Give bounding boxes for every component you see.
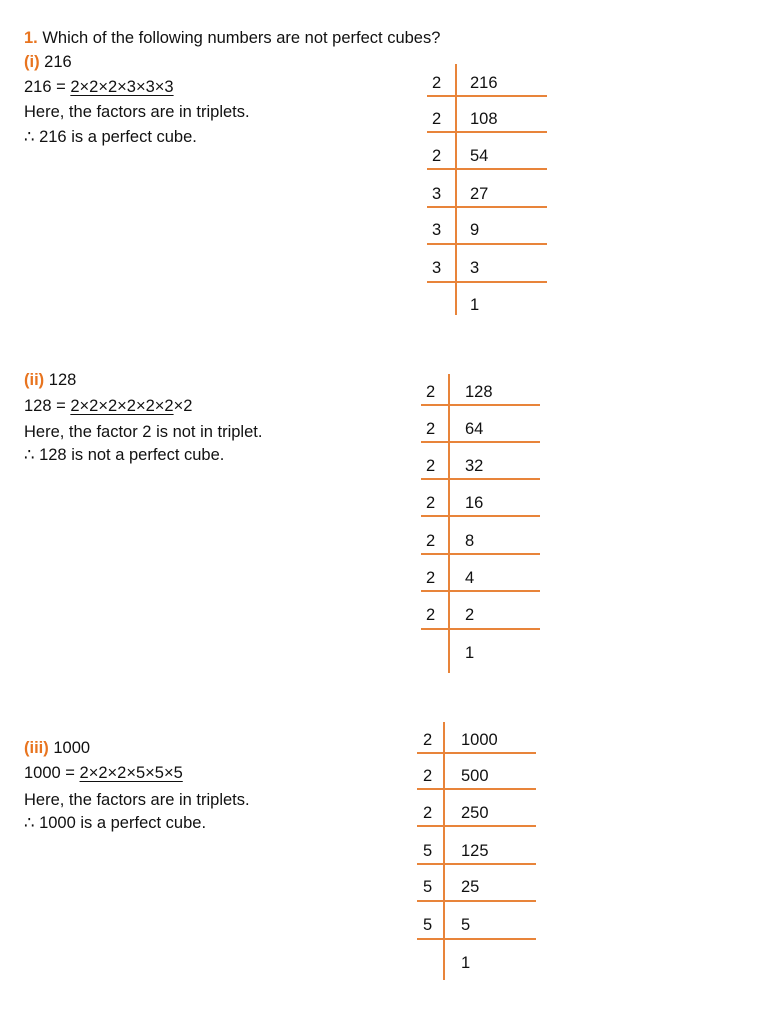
quotient-cell: 9 [470,221,480,239]
divisor-cell: 3 [432,259,442,277]
division-horizontal-rule [417,863,536,865]
part-2-label: (ii) [24,371,45,389]
quotient-cell: 64 [465,420,484,438]
division-horizontal-rule [427,243,547,245]
quotient-cell: 25 [461,878,480,896]
division-horizontal-rule [421,478,540,480]
quotient-cell: 3 [470,259,480,277]
part-2-expansion [24,395,192,417]
divisor-cell: 2 [423,731,433,749]
quotient-cell: 500 [461,767,489,785]
divisor-cell: 2 [423,804,433,822]
quotient-cell: 1000 [461,731,498,749]
part-2-title [24,369,76,391]
divisor-cell: 2 [432,74,442,92]
divisor-cell: 2 [426,606,436,624]
part-2-conclusion: ∴ 128 is not a perfect cube. [24,446,225,464]
division-horizontal-rule [421,628,540,630]
divisor-cell: 2 [426,569,436,587]
divisor-cell: 2 [432,110,442,128]
part-3-expansion-rhs: 2×2×2×5×5×5 [79,764,183,782]
divisor-cell: 2 [426,383,436,401]
division-horizontal-rule [421,404,540,406]
divisor-cell: 2 [432,147,442,165]
quotient-cell: 250 [461,804,489,822]
division-horizontal-rule [417,900,536,902]
part-1-expansion [24,76,174,98]
divisor-cell: 2 [426,420,436,438]
part-1-number: 216 [44,53,72,71]
part-3-expansion-lhs: 1000 = [24,764,80,782]
divisor-cell: 5 [423,842,433,860]
divisor-cell: 2 [426,494,436,512]
divisor-cell: 2 [426,457,436,475]
division-vertical-rule [455,64,457,315]
division-horizontal-rule [421,590,540,592]
division-horizontal-rule [421,515,540,517]
part-2-expansion-rhs-rest: ×2 [173,397,193,415]
quotient-cell: 1 [465,644,475,662]
part-1-note: Here, the factors are in triplets. [24,103,250,121]
division-horizontal-rule [417,938,536,940]
quotient-cell: 1 [470,296,480,314]
divisor-cell: 5 [423,916,433,934]
part-2-note: Here, the factor 2 is not in triplet. [24,423,263,441]
part-3-expansion [24,762,183,784]
divisor-cell: 3 [432,221,442,239]
quotient-cell: 27 [470,185,489,203]
divisor-cell: 2 [426,532,436,550]
division-horizontal-rule [427,168,547,170]
divisor-cell: 3 [432,185,442,203]
quotient-cell: 16 [465,494,484,512]
quotient-cell: 32 [465,457,484,475]
part-3-title [24,737,90,759]
question-heading [24,27,440,49]
part-2-expansion-rhs-underlined: 2×2×2×2×2×2 [70,397,174,415]
quotient-cell: 216 [470,74,498,92]
quotient-cell: 125 [461,842,489,860]
part-1-label: (i) [24,53,40,71]
division-horizontal-rule [421,441,540,443]
quotient-cell: 5 [461,916,471,934]
division-vertical-rule [443,722,445,980]
part-1-expansion-lhs: 216 = [24,78,71,96]
divisor-cell: 5 [423,878,433,896]
question-number: 1. [24,29,38,47]
division-horizontal-rule [421,553,540,555]
division-horizontal-rule [427,131,547,133]
division-horizontal-rule [417,788,536,790]
question-text: Which of the following numbers are not perfect cubes? [42,29,441,47]
part-3-note: Here, the factors are in triplets. [24,791,250,809]
quotient-cell: 2 [465,606,475,624]
quotient-cell: 8 [465,532,475,550]
quotient-cell: 54 [470,147,489,165]
quotient-cell: 108 [470,110,498,128]
division-horizontal-rule [427,281,547,283]
division-horizontal-rule [427,95,547,97]
quotient-cell: 128 [465,383,493,401]
divisor-cell: 2 [423,767,433,785]
division-horizontal-rule [417,752,536,754]
part-1-title [24,51,72,73]
part-3-conclusion: ∴ 1000 is a perfect cube. [24,814,207,832]
quotient-cell: 4 [465,569,475,587]
part-2-number: 128 [48,371,77,389]
part-2-expansion-lhs: 128 = [24,397,71,415]
quotient-cell: 1 [461,954,471,972]
part-3-label: (iii) [24,739,49,757]
part-1-expansion-rhs: 2×2×2×3×3×3 [70,78,174,96]
division-horizontal-rule [427,206,547,208]
part-3-number: 1000 [53,739,91,757]
division-horizontal-rule [417,825,536,827]
part-1-conclusion: ∴ 216 is a perfect cube. [24,128,197,146]
